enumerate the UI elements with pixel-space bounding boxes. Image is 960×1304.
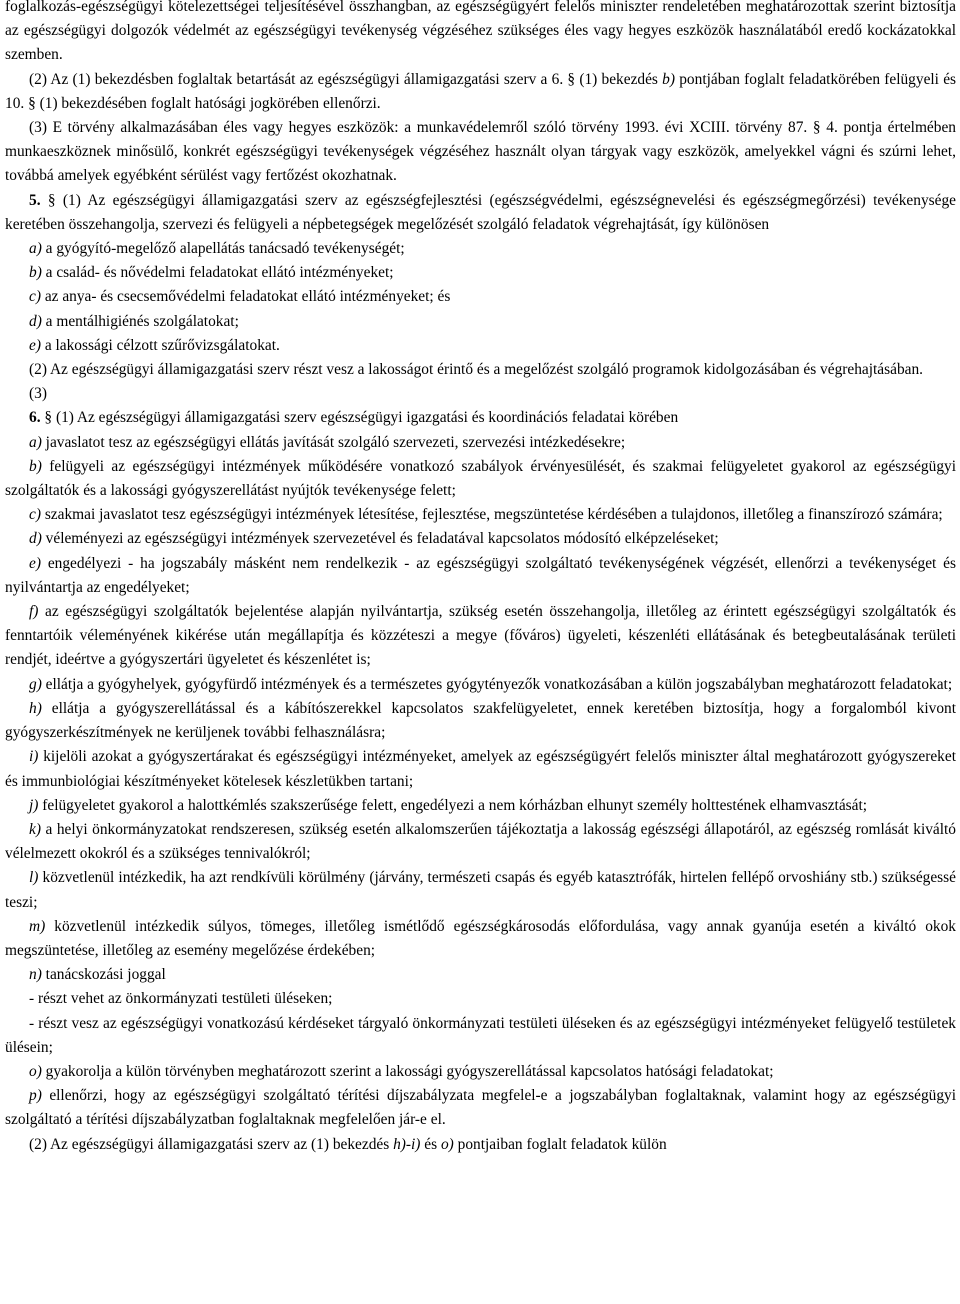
italic-text: d) [29, 312, 42, 330]
document-paragraph [5, 285, 956, 309]
paragraph-text: a lakossági célzott szűrővizsgálatokat. [40, 336, 280, 354]
italic-text: c) [29, 288, 41, 306]
bold-text: 5. [29, 191, 41, 209]
paragraph-text: pontjaiban foglalt feladatok külön [453, 1135, 667, 1153]
paragraph-text: tanácskozási joggal [41, 966, 166, 984]
paragraph-text: a gyógyító-megelőző alapellátás tanácsadó tevékenységét; [41, 240, 405, 258]
document-paragraph [5, 794, 956, 818]
document-paragraph [5, 406, 956, 430]
document-paragraph [5, 552, 956, 600]
document-paragraph [5, 237, 956, 261]
paragraph-text: kijelöli azokat a gyógyszertárakat és egészségügyi intézményeket, amelyek az egészségügyért felelős miniszter által meghatározott gyógyszereket és immunbiológiai készítményeket kötelesek készletükben tartani; [5, 748, 956, 790]
paragraph-text: ellátja a gyógyszerellátással és a kábítószerekkel kapcsolatos szakfelügyeletet, ennek keretében biztosítja, hogy a forgalomból kivont gyógyszerkészítmények ne kerüljenek további felhasználásra; [5, 699, 956, 742]
italic-text: b) [29, 457, 42, 475]
paragraph-text: (2) Az egészségügyi államigazgatási szerv részt vesz a lakosságot érintő és a megelőzést szolgáló programok kidolgozásában és végrehajtásában. [29, 361, 924, 379]
paragraph-text: javaslatot tesz az egészségügyi ellátás javítását szolgáló szervezeti, szervezési intézkedésekre; [41, 433, 626, 451]
paragraph-text: a család- és nővédelmi feladatokat ellátó intézményeket; [41, 264, 394, 282]
document-paragraph [5, 1060, 956, 1084]
paragraph-text: - részt vehet az önkormányzati testületi üléseken; [29, 990, 333, 1008]
italic-text: m) [29, 917, 46, 935]
italic-text: p) [29, 1087, 42, 1105]
paragraph-text: engedélyezi - ha jogszabály másként nem rendelkezik - az egészségügyi szolgáltató tevékenységének végzését, ellenőrzi a tevékenységet és nyilvántartja az engedélyeket; [5, 554, 956, 596]
document-paragraph [5, 0, 956, 68]
paragraph-text: a mentálhigiénés szolgálatokat; [41, 312, 239, 330]
document-paragraph [5, 600, 956, 673]
document-paragraph [5, 310, 956, 334]
paragraph-text: pontjában foglalt feladatkörében felügyeli és 10. § (1) bekezdésében foglalt hatósági jogkörében ellenőrzi. [5, 70, 957, 112]
italic-text: h)-i) [393, 1135, 421, 1153]
paragraph-text: foglalkozás-egészségügyi kötelezettségei teljesítésével összhangban, az egészségügyért felelős miniszter rendeletében meghatározottak szerint biztosítja az egészségügyi dolgozók védelmét az egészségügyi tevékenység végzéséhez szükséges éles vagy hegyes eszközök használatából eredő kockázatokkal szemben. [5, 0, 956, 64]
paragraph-text: - részt vesz az egészségügyi vonatkozású kérdéseket tárgyaló önkormányzati testületi üléseken és az egészségügyi intézményeket felügyelő testületek ülésein; [5, 1014, 956, 1056]
paragraph-text: véleményezi az egészségügyi intézmények szervezetével és feladatával kapcsolatos módosító elképzeléseket; [41, 530, 719, 548]
italic-text: f) [29, 603, 39, 621]
italic-text: e) [29, 554, 41, 572]
paragraph-text: § (1) Az egészségügyi államigazgatási szerv egészségügyi igazgatási és koordinációs feladatai körében [40, 409, 679, 427]
italic-text: j) [29, 796, 39, 814]
paragraph-text: közvetlenül intézkedik, ha azt rendkívüli körülmény (járvány, természeti csapás és egyéb katasztrófák, hirtelen fellépő orvoshiány stb.) szükségessé teszi; [5, 869, 956, 911]
document-paragraph [5, 915, 956, 963]
document-paragraph [5, 1012, 956, 1060]
document-paragraph [5, 189, 956, 237]
document-paragraph [5, 673, 956, 697]
italic-text: o) [29, 1062, 42, 1080]
bold-text: 6. [29, 409, 41, 427]
italic-text: k) [29, 820, 41, 838]
italic-text: h) [29, 699, 42, 717]
italic-text: n) [29, 966, 42, 984]
paragraph-text: felügyeletet gyakorol a halottkémlés szakszerűsége felett, engedélyezi a nem kórházban elhunyt személy holttestének elhamvasztását; [38, 796, 868, 814]
paragraph-text: felügyeli az egészségügyi intézmények működésére vonatkozó szabályok érvényesülését, és szakmai felügyeletet gyakorol az egészségügyi szolgáltatók és a lakossági gyógyszerellátást nyújtók tevékenysége felett; [5, 457, 956, 500]
paragraph-text: gyakorolja a külön törvényben meghatározott szerint a lakossági gyógyszerellátással kapcsolatos hatósági feladatokat; [41, 1062, 774, 1080]
italic-text: a) [29, 433, 42, 451]
italic-text: o) [440, 1135, 454, 1153]
document-paragraph [5, 382, 956, 406]
italic-text: g) [29, 675, 42, 693]
paragraph-text: szakmai javaslatot tesz egészségügyi intézmények létesítése, fejlesztése, megszüntetése kérdésében a tulajdonos, illetőleg a finanszírozó számára; [40, 506, 943, 524]
document-paragraph [5, 116, 956, 189]
paragraph-text: (2) Az (1) bekezdésben foglaltak betartását az egészségügyi államigazgatási szerv a 6. § (1) bekezdés [29, 70, 663, 88]
italic-text: b) [29, 264, 42, 282]
paragraph-text: § (1) Az egészségügyi államigazgatási szerv az egészségfejlesztési (egészségvédelmi, egészségnevelési és egészségmegőrzési) tevékenysége keretében összehangolja, szervezi és felügyeli a népbetegségek megelőzését szolgáló feladatok végrehajtását, így különösen [5, 191, 956, 233]
italic-text: a) [29, 240, 42, 258]
paragraph-text: (2) Az egészségügyi államigazgatási szerv az (1) bekezdés [29, 1135, 394, 1153]
document-paragraph [5, 963, 956, 987]
document-paragraph [5, 697, 956, 745]
italic-text: i) [29, 748, 39, 766]
document-paragraph [5, 987, 956, 1011]
document-paragraph [5, 818, 956, 866]
document-paragraph [5, 261, 956, 285]
paragraph-text: (3) [29, 385, 47, 403]
italic-text: l) [29, 869, 39, 887]
document-paragraph [5, 455, 956, 503]
document-paragraph [5, 745, 956, 793]
italic-text: e) [29, 336, 41, 354]
italic-text: c) [29, 506, 41, 524]
paragraph-text: és [420, 1135, 441, 1153]
paragraph-text: közvetlenül intézkedik súlyos, tömeges, illetőleg ismétlődő egészségkárosodás előfordulása, vagy annak gyanúja esetén a kiváltó okok megszüntetése, illetőleg az esemény megelőzése érdekében; [5, 917, 956, 959]
document-paragraph [5, 334, 956, 358]
paragraph-text: a helyi önkormányzatokat rendszeresen, szükség esetén alkalomszerűen tájékoztatja a lakosság egészségi állapotáról, az egészség romlását kiváltó vélelmezett okokról és a szükséges tennivalókról; [5, 820, 956, 863]
paragraph-text: az anya- és csecsemővédelmi feladatokat ellátó intézményeket; és [40, 288, 451, 306]
italic-text: d) [29, 530, 42, 548]
document-paragraph [5, 1084, 956, 1132]
paragraph-text: ellátja a gyógyhelyek, gyógyfürdő intézmények és a természetes gyógytényezők vonatkozásában a külön jogszabályban meghatározott feladatokat; [41, 675, 953, 693]
paragraph-text: ellenőrzi, hogy az egészségügyi szolgáltató térítési díjszabályzata megfelel-e a jogszabályban foglaltaknak, valamint hogy az egészségügyi szolgáltató a térítési díjszabályzatban foglaltaknak megfelelően jár-e el. [5, 1087, 956, 1129]
italic-text: b) [662, 70, 675, 88]
paragraph-text: (3) E törvény alkalmazásában éles vagy hegyes eszközök: a munkavédelemről szóló törvény 1993. évi XCIII. törvény 87. § 4. pontja értelmében munkaeszköznek minősülő, konkrét egészségügyi tevékenységek végzéséhez használt olyan tárgyak vagy eszközök, amelyekkel vágni és szúrni lehet, továbbá amelyek egyébként sérülést vagy fertőzést okozhatnak. [5, 119, 956, 185]
document-paragraph [5, 527, 956, 551]
document-paragraph [5, 431, 956, 455]
document-paragraph [5, 503, 956, 527]
document-paragraph [5, 1133, 956, 1157]
document-paragraph [5, 68, 956, 116]
document-paragraph [5, 866, 956, 914]
document-paragraph [5, 358, 956, 382]
paragraph-text: az egészségügyi szolgáltatók bejelentése alapján nyilvántartja, szükség esetén összehangolja, illetőleg az érintett egészségügyi szolgáltatók és fenntartóik véleményének kikérése után megállapítja és közzéteszi a megye (főváros) ügyeleti, készenléti ellátásának és betegbeutalásának területi rendjét, ideértve a gyógyszertári ügyeletet és készenlétet is; [5, 603, 956, 669]
